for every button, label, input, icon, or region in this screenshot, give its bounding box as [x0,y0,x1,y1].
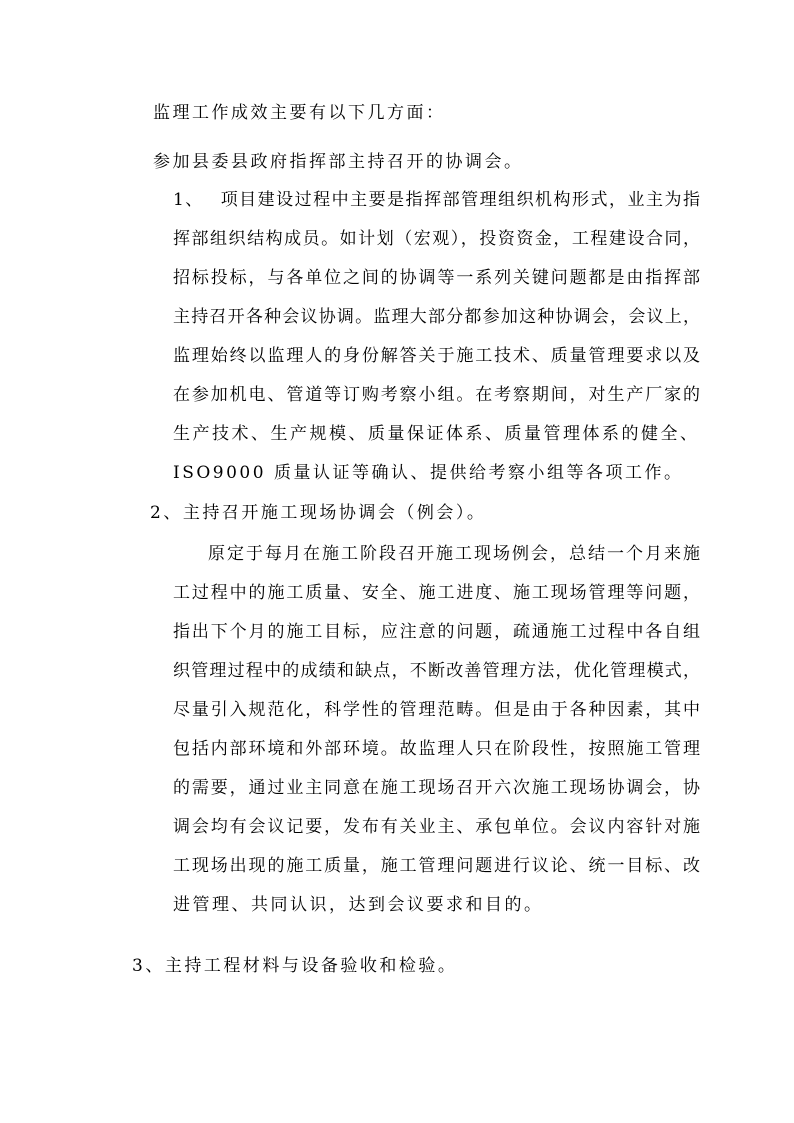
section2-line-9: 工现场出现的施工质量，施工管理问题进行议论、统一目标、改 [173,856,700,876]
section1-line-5: 监理始终以监理人的身份解答关于施工技术、质量管理要求以及 [173,346,700,366]
section2-title: 2、主持召开施工现场协调会（例会）。 [150,503,487,523]
heading-meeting: 参加县委县政府指挥部主持召开的协调会。 [153,152,524,172]
section1-line-6: 在参加机电、管道等订购考察小组。在考察期间，对生产厂家的 [173,385,700,405]
section1-line-3: 招标投标，与各单位之间的协调等一系列关键问题都是由指挥部 [173,268,700,288]
section2-line-10: 进管理、共同认识，达到会议要求和目的。 [173,895,544,915]
section2-line-1: 原定于每月在施工阶段召开施工现场例会，总结一个月来施 [208,544,700,564]
section2-line-6: 包括内部环境和外部环境。故监理人只在阶段性，按照施工管理 [173,739,700,759]
heading-effectiveness: 监理工作成效主要有以下几方面： [153,103,446,123]
section1-line-2: 挥部组织结构成员。如计划（宏观），投资资金，工程建设合同， [173,229,700,249]
section2-line-4: 织管理过程中的成绩和缺点，不断改善管理方法，优化管理模式， [173,661,700,681]
section2-line-3: 指出下个月的施工目标，应注意的问题，疏通施工过程中各自组 [173,622,700,642]
section1-line-1: 1、 项目建设过程中主要是指挥部管理组织机构形式，业主为指 [173,190,700,210]
section2-line-5: 尽量引入规范化，科学性的管理范畴。但是由于各种因素，其中 [173,700,700,720]
section1-line-8: ISO9000 质量认证等确认、提供给考察小组等各项工作。 [173,463,684,483]
section2-line-8: 调会均有会议记要，发布有关业主、承包单位。会议内容针对施 [173,817,700,837]
section1-line-7: 生产技术、生产规模、质量保证体系、质量管理体系的健全、 [173,424,700,444]
section3-title: 3、主持工程材料与设备验收和检验。 [132,956,458,976]
section2-line-2: 工过程中的施工质量、安全、施工进度、施工现场管理等问题， [173,583,700,603]
section2-line-7: 的需要，通过业主同意在施工现场召开六次施工现场协调会，协 [173,778,700,798]
section1-line-4: 主持召开各种会议协调。监理大部分都参加这种协调会，会议上， [173,307,700,327]
